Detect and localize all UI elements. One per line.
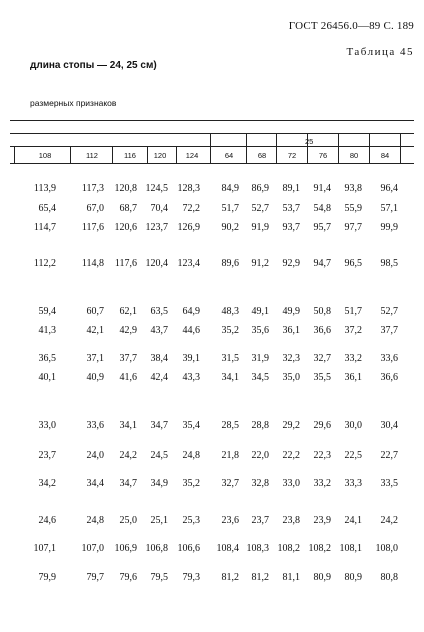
table-row [0,353,424,367]
table-cell: 124,5 [145,183,168,194]
column-header: 68 [257,151,267,160]
table-cell: 39,1 [182,353,200,364]
table-cell: 50,8 [313,306,331,317]
table-cell: 34,2 [38,478,56,489]
column-header: 84 [380,151,390,160]
table-cell: 36,6 [313,325,331,336]
table-cell: 40,1 [38,372,56,383]
table-cell: 32,8 [251,478,269,489]
table-cell: 28,5 [221,420,239,431]
table-cell: 59,4 [38,306,56,317]
table-row [0,515,424,529]
table-cell: 91,4 [313,183,331,194]
table-cell: 34,5 [251,372,269,383]
table-row [0,372,424,386]
table-cell: 113,9 [33,183,56,194]
table-cell: 49,9 [282,306,300,317]
table-cell: 97,7 [344,222,362,233]
table-cell: 36,5 [38,353,56,364]
table-cell: 24,2 [380,515,398,526]
table-cell: 96,5 [344,258,362,269]
table-cell: 53,7 [282,203,300,214]
table-cell: 48,3 [221,306,239,317]
table-cell: 79,6 [119,572,137,583]
table-cell: 79,3 [182,572,200,583]
table-cell: 38,4 [150,353,168,364]
table-cell: 33,5 [380,478,398,489]
table-cell: 92,9 [282,258,300,269]
table-cell: 34,1 [221,372,239,383]
table-cell: 79,7 [86,572,104,583]
table-cell: 24,1 [344,515,362,526]
table-cell: 64,9 [182,306,200,317]
table-cell: 94,7 [313,258,331,269]
table-cell: 95,7 [313,222,331,233]
table-cell: 84,9 [221,183,239,194]
group-header: 25 [305,137,314,146]
table-cell: 36,1 [344,372,362,383]
table-rule-2 [10,133,414,134]
table-cell: 33,6 [86,420,104,431]
table-cell: 44,6 [182,325,200,336]
column-separator [70,146,71,163]
table-cell: 98,5 [380,258,398,269]
table-cell: 24,2 [119,450,137,461]
column-header: 76 [318,151,328,160]
table-cell: 23,9 [313,515,331,526]
table-cell: 24,0 [86,450,104,461]
table-cell: 31,9 [251,353,269,364]
table-cell: 41,6 [119,372,137,383]
table-cell: 23,6 [221,515,239,526]
table-cell: 99,9 [380,222,398,233]
table-cell: 96,4 [380,183,398,194]
table-cell: 34,7 [150,420,168,431]
table-cell: 41,3 [38,325,56,336]
table-cell: 117,6 [114,258,137,269]
table-cell: 90,2 [221,222,239,233]
table-cell: 33,2 [313,478,331,489]
table-cell: 108,0 [375,543,398,554]
table-cell: 63,5 [150,306,168,317]
table-cell: 35,2 [221,325,239,336]
table-cell: 29,6 [313,420,331,431]
table-cell: 22,0 [251,450,269,461]
table-cell: 55,9 [344,203,362,214]
table-cell: 91,9 [251,222,269,233]
table-cell: 107,1 [33,543,56,554]
standard-header: ГОСТ 26456.0—89 С. 189 [288,20,414,32]
table-cell: 32,7 [313,353,331,364]
table-cell: 52,7 [251,203,269,214]
table-cell: 114,8 [81,258,104,269]
table-cell: 35,6 [251,325,269,336]
table-row [0,306,424,320]
table-cell: 42,9 [119,325,137,336]
table-cell: 36,6 [380,372,398,383]
table-cell: 35,2 [182,478,200,489]
table-cell: 123,7 [145,222,168,233]
column-header: 72 [287,151,297,160]
table-cell: 52,7 [380,306,398,317]
table-cell: 51,7 [221,203,239,214]
table-row [0,325,424,339]
table-row [0,450,424,464]
table-cell: 81,1 [282,572,300,583]
table-cell: 34,9 [150,478,168,489]
table-cell: 35,4 [182,420,200,431]
table-cell: 54,8 [313,203,331,214]
table-cell: 34,4 [86,478,104,489]
table-row [0,203,424,217]
table-cell: 68,7 [119,203,137,214]
table-cell: 25,0 [119,515,137,526]
table-cell: 29,2 [282,420,300,431]
table-cell: 42,1 [86,325,104,336]
table-cell: 25,1 [150,515,168,526]
table-cell: 108,3 [246,543,269,554]
table-cell: 23,7 [251,515,269,526]
table-cell: 93,7 [282,222,300,233]
table-cell: 24,8 [86,515,104,526]
table-cell: 23,7 [38,450,56,461]
table-cell: 80,9 [313,572,331,583]
table-cell: 51,7 [344,306,362,317]
table-cell: 62,1 [119,306,137,317]
table-cell: 33,0 [38,420,56,431]
table-cell: 49,1 [251,306,269,317]
table-cell: 108,2 [277,543,300,554]
table-cell: 35,5 [313,372,331,383]
table-cell: 80,8 [380,572,398,583]
table-row [0,183,424,197]
table-cell: 33,3 [344,478,362,489]
table-rule-top [10,120,414,121]
table-cell: 35,0 [282,372,300,383]
table-cell: 120,4 [145,258,168,269]
table-cell: 120,8 [114,183,137,194]
table-row [0,420,424,434]
table-cell: 70,4 [150,203,168,214]
table-cell: 128,3 [177,183,200,194]
table-cell: 33,0 [282,478,300,489]
table-rule-header-bottom [10,163,414,164]
table-cell: 120,6 [114,222,137,233]
table-cell: 79,5 [150,572,168,583]
table-cell: 86,9 [251,183,269,194]
table-cell: 24,5 [150,450,168,461]
table-cell: 37,7 [119,353,137,364]
table-cell: 22,2 [282,450,300,461]
table-cell: 67,0 [86,203,104,214]
table-cell: 117,6 [81,222,104,233]
table-row [0,478,424,492]
table-cell: 89,1 [282,183,300,194]
table-cell: 89,6 [221,258,239,269]
table-cell: 37,7 [380,325,398,336]
table-cell: 24,6 [38,515,56,526]
table-cell: 42,4 [150,372,168,383]
sizes-label: размерных признаков [30,98,117,108]
table-cell: 24,8 [182,450,200,461]
table-cell: 126,9 [177,222,200,233]
table-row [0,543,424,557]
table-cell: 37,1 [86,353,104,364]
table-row [0,572,424,586]
table-cell: 31,5 [221,353,239,364]
table-cell: 106,8 [145,543,168,554]
table-cell: 43,3 [182,372,200,383]
column-header: 112 [86,151,98,160]
table-cell: 28,8 [251,420,269,431]
table-cell: 30,4 [380,420,398,431]
column-header: 124 [185,151,199,160]
table-subtitle: длина стопы — 24, 25 см) [30,60,157,71]
table-cell: 107,0 [81,543,104,554]
table-cell: 57,1 [380,203,398,214]
column-header: 80 [349,151,359,160]
table-cell: 34,1 [119,420,137,431]
table-cell: 106,9 [114,543,137,554]
table-cell: 43,7 [150,325,168,336]
table-cell: 36,1 [282,325,300,336]
table-cell: 91,2 [251,258,269,269]
table-cell: 22,3 [313,450,331,461]
table-cell: 60,7 [86,306,104,317]
table-cell: 80,9 [344,572,362,583]
column-header: 108 [38,151,52,160]
table-cell: 37,2 [344,325,362,336]
table-cell: 108,1 [339,543,362,554]
table-cell: 21,8 [221,450,239,461]
table-cell: 72,2 [182,203,200,214]
table-cell: 79,9 [38,572,56,583]
table-cell: 34,7 [119,478,137,489]
table-cell: 81,2 [221,572,239,583]
table-cell: 32,7 [221,478,239,489]
column-header: 120 [153,151,167,160]
table-cell: 117,3 [81,183,104,194]
table-cell: 30,0 [344,420,362,431]
table-cell: 40,9 [86,372,104,383]
table-cell: 106,6 [177,543,200,554]
column-separator [14,146,15,163]
table-cell: 33,2 [344,353,362,364]
table-cell: 112,2 [33,258,56,269]
table-row [0,258,424,272]
table-cell: 65,4 [38,203,56,214]
table-cell: 123,4 [177,258,200,269]
table-cell: 22,5 [344,450,362,461]
column-header: 116 [124,151,136,160]
table-cell: 114,7 [33,222,56,233]
table-cell: 33,6 [380,353,398,364]
table-cell: 25,3 [182,515,200,526]
table-cell: 93,8 [344,183,362,194]
table-row [0,222,424,236]
table-cell: 23,8 [282,515,300,526]
table-cell: 32,3 [282,353,300,364]
table-caption: Таблица 45 [346,46,414,58]
column-header: 64 [224,151,234,160]
table-cell: 81,2 [251,572,269,583]
table-cell: 108,4 [216,543,239,554]
table-cell: 22,7 [380,450,398,461]
table-cell: 108,2 [308,543,331,554]
